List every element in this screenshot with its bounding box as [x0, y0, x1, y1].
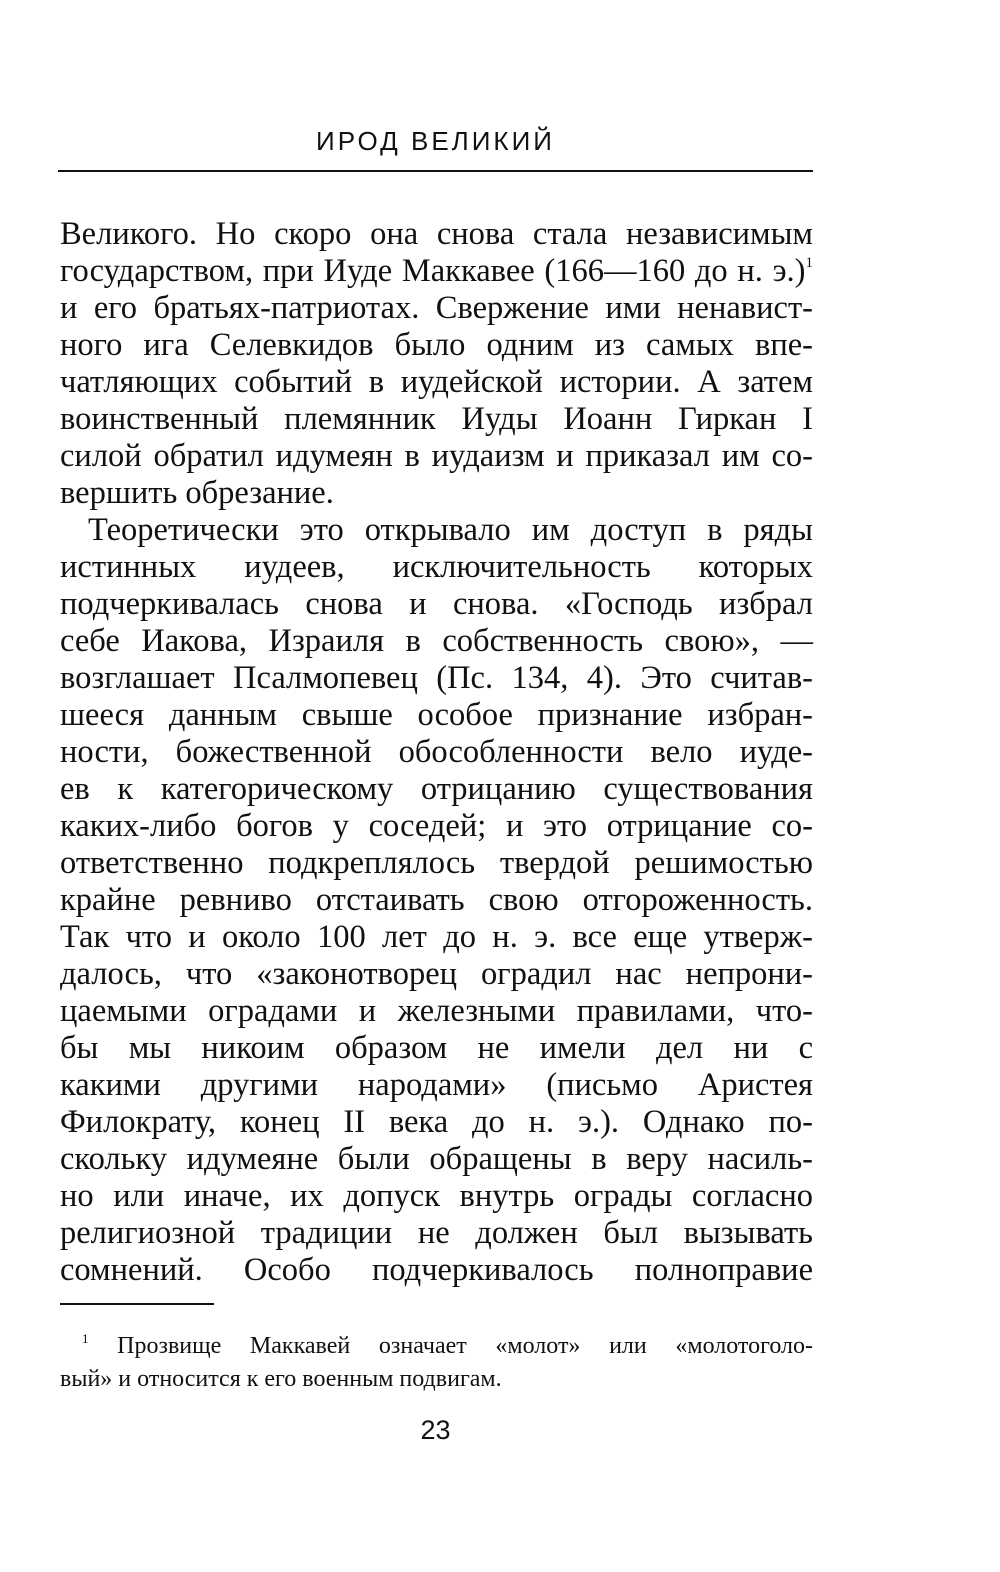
body-line: но или иначе, их допуск внутрь ограды согласно	[60, 1178, 813, 1214]
footnote-rule	[60, 1303, 214, 1305]
body-line: подчеркивалась снова и снова. «Господь избрал	[60, 586, 813, 622]
body-line: себе Иакова, Израиля в собственность свою», —	[60, 623, 813, 659]
header-rule	[58, 170, 813, 172]
body-line: чатляющих событий в иудейской истории. А затем	[60, 364, 813, 400]
footnote-reference: 1	[805, 255, 813, 271]
footnote-line: вый» и относится к его военным подвигам.	[60, 1366, 502, 1392]
body-line: скольку идумеяне были обращены в веру насиль-	[60, 1141, 813, 1177]
body-line: далось, что «законотворец оградил нас непрони-	[60, 956, 813, 992]
body-line: шееся данным свыше особое признание избран-	[60, 697, 813, 733]
body-line: истинных иудеев, исключительность которых	[60, 549, 813, 585]
body-line: возглашает Псалмопевец (Пс. 134, 4). Это считав-	[60, 660, 813, 696]
body-line-text: государством, при Иуде Маккавее (166—160 до н. э.)	[60, 253, 806, 289]
footnote	[60, 1330, 813, 1396]
body-line: Теоретически это открывало им доступ в ряды	[88, 512, 813, 548]
body-line: воинственный племянник Иуды Иоанн Гиркан I	[60, 401, 813, 437]
body-line: цаемыми оградами и железными правилами, что-	[60, 993, 813, 1029]
body-line: религиозной традиции не должен был вызывать	[60, 1215, 813, 1251]
page-number: 23	[420, 1415, 451, 1445]
body-line-with-footnote-ref	[60, 253, 813, 290]
body-line: крайне ревниво отстаивать свою отгороженность.	[60, 882, 813, 918]
body-line: ности, божественной обособленности вело иуде-	[60, 734, 813, 770]
body-line: каких-либо богов у соседей; и это отрицание со-	[60, 808, 813, 844]
running-head: ИРОД ВЕЛИКИЙ	[316, 126, 555, 156]
body-line: ев к категорическому отрицанию существования	[60, 771, 813, 807]
body-line: Филократу, конец II века до н. э.). Однако по-	[60, 1104, 813, 1140]
body-text	[60, 216, 813, 1289]
footnote-marker: 1	[82, 1331, 89, 1346]
footnote-line-text: Прозвище Маккавей означает «молот» или «молотоголо-	[117, 1333, 813, 1359]
body-line: бы мы никоим образом не имели дел ни с	[60, 1030, 813, 1066]
body-line: силой обратил идумеян в иудаизм и приказал им со-	[60, 438, 813, 474]
body-line: какими другими народами» (письмо Аристея	[60, 1067, 813, 1103]
body-line: Великого. Но скоро она снова стала независимым	[60, 216, 813, 252]
body-line: и его братьях-патриотах. Свержение ими ненавист-	[60, 290, 813, 326]
body-line: ответственно подкреплялось твердой решимостью	[60, 845, 813, 881]
body-line: ного ига Селевкидов было одним из самых впе-	[60, 327, 813, 363]
body-line: вершить обрезание.	[60, 475, 334, 511]
footnote-line	[60, 1330, 813, 1363]
body-line: Так что и около 100 лет до н. э. все еще утверж-	[60, 919, 813, 955]
body-line: сомнений. Особо подчеркивалось полноправие	[60, 1252, 813, 1288]
